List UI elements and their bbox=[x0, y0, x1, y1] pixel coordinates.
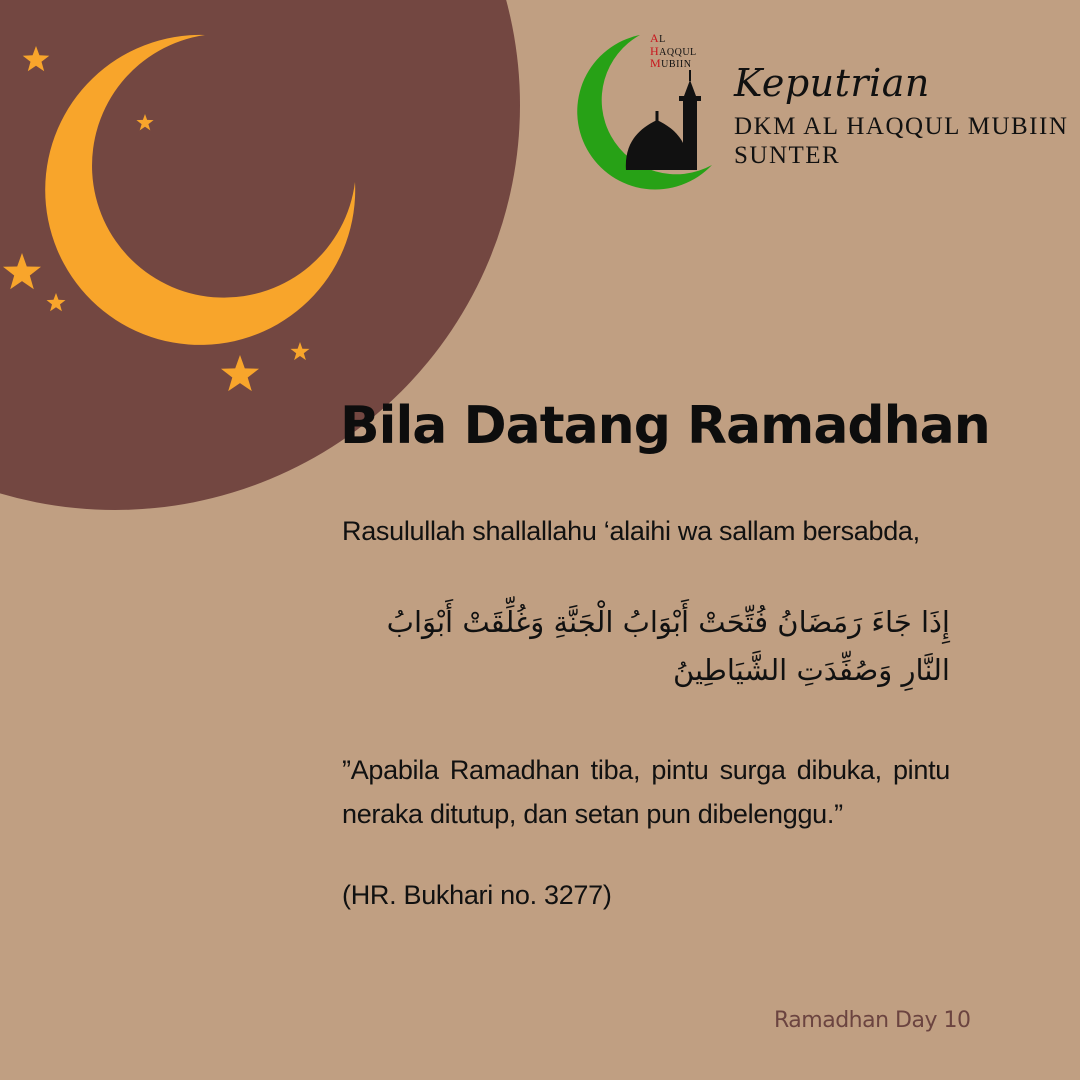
logo-mark-initial: M bbox=[650, 56, 662, 70]
logo-mark-initial: H bbox=[650, 43, 660, 58]
logo-mark-line bbox=[650, 58, 697, 71]
mosque-minaret bbox=[683, 100, 697, 170]
mosque-dome bbox=[626, 120, 688, 170]
mosque-dome-finial bbox=[656, 111, 659, 121]
hadith-arabic-text: إِذَا جَاءَ رَمَضَانُ فُتِّحَتْ أَبْوَابُ الْجَنَّةِ وَغُلِّقَتْ أَبْوَابُ النَّارِ وَصُفِّدَتِ الشَّيَاطِينُ bbox=[386, 605, 950, 687]
mosque-minaret-cap bbox=[684, 80, 696, 96]
logo-mark-text bbox=[650, 33, 697, 71]
mosque-minaret-balcony bbox=[679, 96, 701, 101]
page-title: Bila Datang Ramadhan bbox=[340, 396, 990, 456]
hadith-intro: Rasulullah shallallahu ‘alaihi wa sallam bersabda, bbox=[342, 516, 920, 546]
logo-org-name: DKM AL HAQQUL MUBIIN bbox=[734, 113, 1069, 140]
footer-day-label: Ramadhan Day 10 bbox=[774, 1008, 971, 1033]
logo-text-block bbox=[734, 61, 1069, 169]
hadith-reference: (HR. Bukhari no. 3277) bbox=[342, 880, 612, 910]
logo-script-text: Keputrian bbox=[734, 61, 930, 105]
logo-org-location: SUNTER bbox=[734, 142, 841, 169]
logo-mark-initial: A bbox=[650, 31, 660, 45]
logo-mark-rest: L bbox=[659, 34, 666, 45]
mosque-minaret-spire bbox=[689, 70, 691, 81]
hadith-translation: ”Apabila Ramadhan tiba, pintu surga dibuka, pintu neraka ditutup, dan setan pun dibelenggu.” bbox=[342, 755, 950, 829]
logo-mark-rest: UBIIN bbox=[661, 59, 692, 70]
logo-mark-rest: AQQUL bbox=[659, 46, 697, 58]
